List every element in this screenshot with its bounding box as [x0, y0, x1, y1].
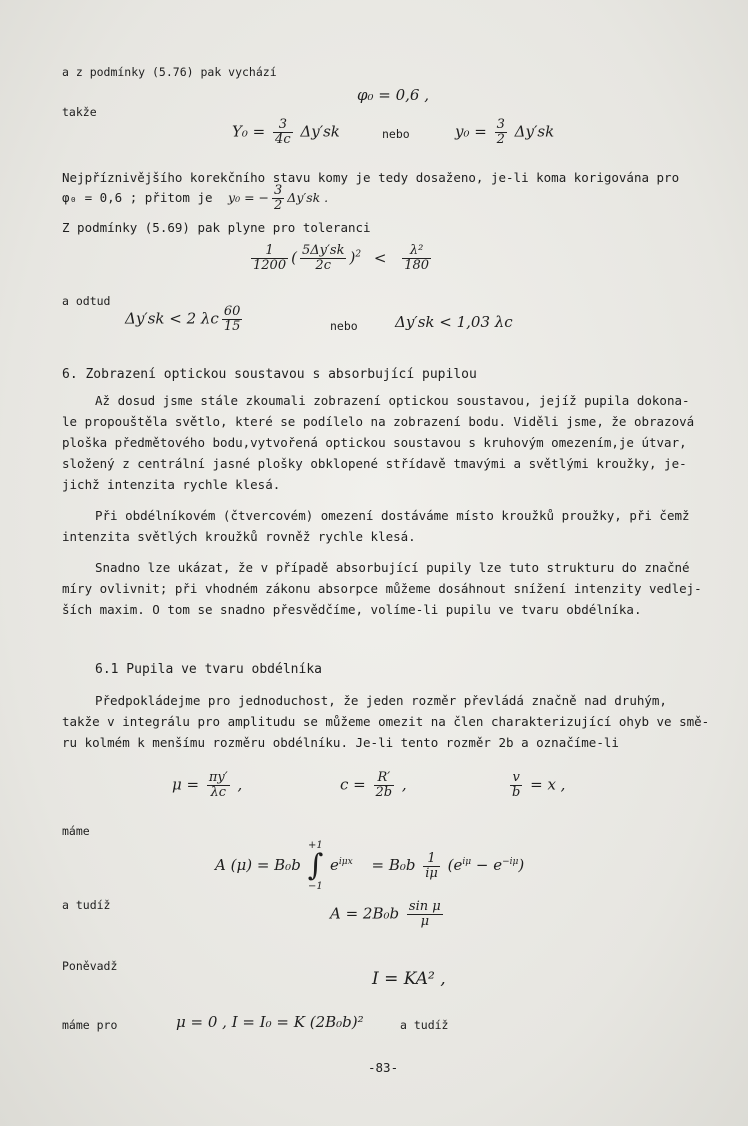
last-line-label: máme pro — [62, 1018, 118, 1032]
equation-y0: y₀ = $\frac{3}{2}$ Δy′sk — [455, 117, 555, 147]
s6p3-line-1: Snadno lze ukázat, že v případě absorbující pupily lze tuto strukturu do značné — [95, 560, 690, 575]
s6p3-line-3: ších maxim. O tom se snadno přesvědčíme, volíme-li pupilu ve tvaru obdélníka. — [62, 602, 642, 617]
definition-c: c = $\frac{R'}{2b}$ , — [340, 770, 407, 800]
ponevadz-label: Poněvadž — [62, 959, 118, 973]
s6p1-line-3: ploška předmětového bodu,vytvořená optickou soustavou s kruhovým omezením,je útvar, — [62, 435, 687, 450]
s61p1-line-2: takže v integrálu pro amplitudu se můžeme omezit na člen charakterizující ohyb ve smě- — [62, 714, 710, 729]
mame-label-1: máme — [62, 824, 90, 838]
section-6-1-title: 6.1 Pupila ve tvaru obdélníka — [95, 662, 322, 677]
intro-line: a z podmínky (5.76) pak vychází — [62, 65, 277, 79]
s61p1-line-3: ru kolmém k menšímu rozměru obdélníku. Je-li tento rozměr 2b a označíme-li — [62, 735, 619, 750]
integral-rhs: $(e^{i\mu} - e^{-i\mu})$ — [447, 856, 525, 874]
page-number: -83- — [368, 1060, 399, 1075]
s6p3-line-2: míry ovlivnit; při vhodném zákonu absorpce můžeme dosáhnout snížení intenzity vedlej- — [62, 581, 702, 596]
s6p1-line-2: le propouštěla světlo, které se podílelo na zobrazení bodu. Viděli jsme, že obrazová — [62, 414, 695, 429]
nebo-label-2: nebo — [330, 319, 358, 333]
takze-label: takže — [62, 105, 97, 119]
intensity-equation: I = KA² , — [372, 969, 446, 989]
equation-Y0: Y₀ = $\frac{3}{4c}$ Δy′sk — [232, 117, 340, 147]
definition-mu: μ = $\frac{\pi y'}{\lambda c}$ , — [172, 770, 243, 800]
paragraph-korekce-2: φ₀ = 0,6 ; přitom je y₀ = − $\frac{3}{2}$ Δy′sk . — [62, 183, 329, 213]
definition-x: $\frac{v}{b}$ = x , — [512, 770, 566, 800]
nebo-label-1: nebo — [382, 127, 410, 141]
s6p2-line-1: Při obdélníkovém (čtvercovém) omezení dostáváme místo kroužků proužky, při čemž — [95, 508, 690, 523]
tolerance-inequality: $\frac{1}{1200}$ ( $\frac{5\Delta y'sk}{2c}$ )$^2$ < $\frac{\text{λ²}}{180}$ — [253, 243, 430, 273]
tudiz-label-1: a tudíž — [62, 898, 111, 912]
paragraph-korekce-1: Nejpříznivějšího korekčního stavu komy je tedy dosaženo, je-li koma korigována pro — [62, 170, 680, 185]
s6p1-line-1: Až dosud jsme stále zkoumali zobrazení optickou soustavou, jejíž pupila dokona- — [95, 393, 690, 408]
s6p2-line-2: intenzita světlých kroužků rovněž rychle klesá. — [62, 529, 416, 544]
result-inequality-2: Δy′sk < 1,03 λc — [395, 313, 513, 331]
result-inequality-1: Δy′sk < 2 λc $\frac{60}{15}$ — [125, 304, 241, 334]
phi-equation: φ₀ = 0,6 , — [357, 86, 430, 104]
s6p1-line-4: složený z centrální jasné plošky obklopené střídavě tmavými a světlými kroužky, je- — [62, 456, 687, 471]
integrand: $e^{i\mu x}$ — [330, 856, 353, 874]
amplitude-result: A = 2B₀b $\frac{\text{sin μ}}{\mu}$ — [330, 899, 441, 929]
s61p1-line-1: Předpokládejme pro jednoduchost, že jeden rozměr převládá značně nad druhým, — [95, 693, 667, 708]
paragraph-tolerance: Z podmínky (5.69) pak plyne pro toleranci — [62, 220, 371, 235]
section-6-title: 6. Zobrazení optickou soustavou s absorbující pupilou — [62, 367, 477, 382]
intensity-at-zero: μ = 0 , I = I₀ = K (2B₀b)² — [176, 1013, 364, 1031]
amplitude-integral: A (μ) = B₀b +1 ∫ −1 $e^{i\mu x} = B_0b$ $\frac{1}{i\mu}$ $(e^{i\mu} - e^{-i\mu})$ — [215, 840, 525, 892]
s6p1-line-5: jichž intenzita rychle klesá. — [62, 477, 281, 492]
tudiz-label-2: a tudíž — [400, 1018, 449, 1032]
odtud-label: a odtud — [62, 294, 111, 308]
